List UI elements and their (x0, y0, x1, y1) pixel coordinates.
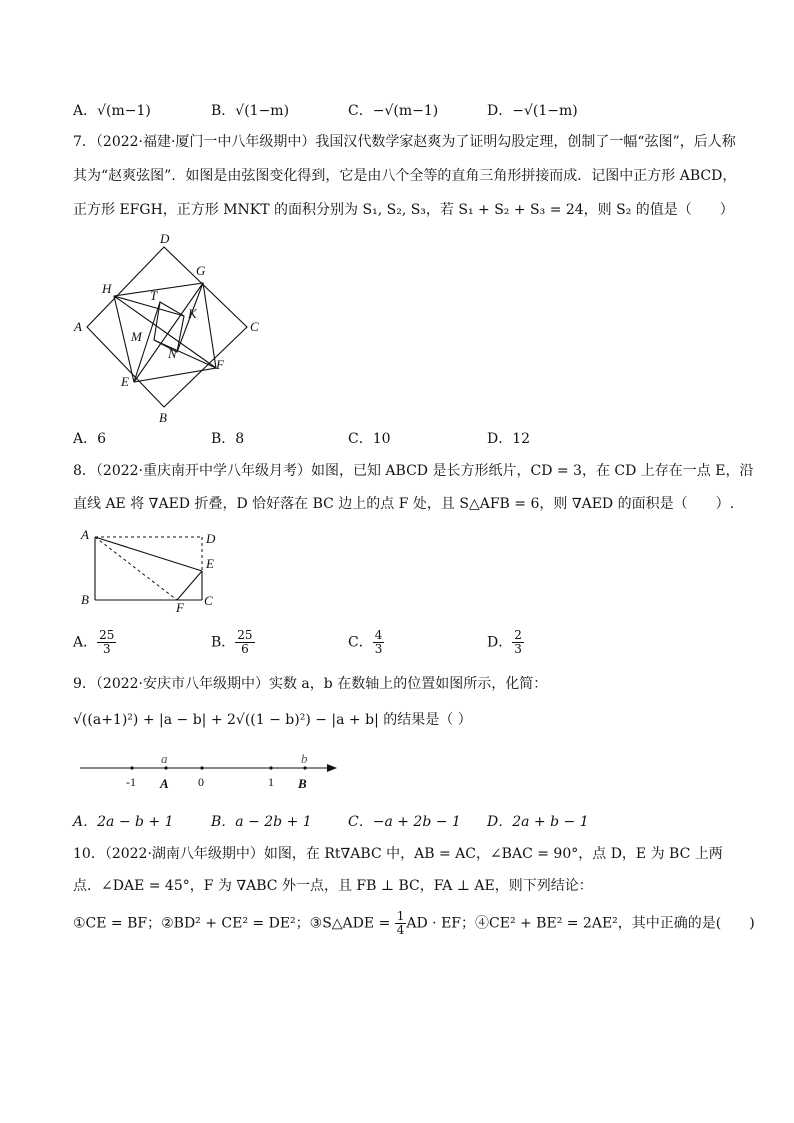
q7-text-line3: 正方形 EFGH，正方形 MNKT 的面积分别为 S₁, S₂, S₃，若 S₁ + S₂ + S₃ = 24，则 S₂ 的值是（ ） (73, 202, 734, 218)
q8-option-a-letter: A． (73, 634, 98, 651)
q8-label-f: F (176, 600, 184, 615)
q6-option-a: A．√(m−1) (73, 103, 151, 119)
q9-point-a: A (160, 776, 169, 791)
q8-text-line1: 8．（2022·重庆南开中学八年级月考）如图，已知 ABCD 是长方形纸片，CD = 3，在 CD 上存在一点 E，沿 (73, 463, 754, 479)
q10-text-line1: 10．（2022·湖南八年级期中）如图，在 Rt∇ABC 中，AB = AC，∠BAC = 90°，点 D，E 为 BC 上两 (73, 846, 723, 862)
q7-option-c: C．10 (348, 431, 391, 447)
q9-label-b-var: b (301, 751, 308, 766)
q8-option-c (348, 629, 384, 656)
q7-label-m: M (131, 329, 142, 344)
q9-tick-1: 1 (268, 775, 274, 789)
q10-frac-num: 1 (396, 909, 405, 923)
q8-option-b-num: 25 (237, 628, 253, 642)
q10-text-line3 (73, 910, 755, 937)
q8-label-d: D (206, 531, 216, 546)
q8-option-a (73, 629, 116, 656)
q7-option-d: D．12 (487, 431, 531, 447)
q8-option-d-den: 3 (514, 642, 522, 656)
q10-line3-part2: AD · EF；④CE² + BE² = 2AE²，其中正确的是( ) (406, 915, 755, 932)
q9-expression: √((a+1)²) + |a − b| + 2√((1 − b)²) − |a + b| 的结果是（ ） (73, 712, 472, 728)
q7-label-a: A (74, 319, 82, 334)
q8-option-c-fraction (373, 629, 385, 656)
q8-option-d (487, 629, 524, 656)
q6-option-d: D．−√(1−m) (487, 103, 578, 119)
q7-label-b: B (159, 410, 167, 425)
q8-option-b-den: 6 (241, 642, 249, 656)
q8-figure (75, 523, 235, 615)
q7-option-a: A．6 (73, 431, 107, 447)
q9-number-line (75, 748, 345, 794)
q10-line3-part1: ①CE = BF；②BD² + CE² = DE²；③S△ADE = (73, 915, 395, 932)
q9-text-line1: 9．（2022·安庆市八年级期中）实数 a，b 在数轴上的位置如图所示，化简： (73, 676, 548, 692)
q7-option-b: B．8 (211, 431, 245, 447)
q7-label-c: C (250, 319, 259, 334)
q8-option-d-num: 2 (514, 628, 522, 642)
q7-label-d: D (160, 231, 170, 246)
q9-option-d: D．2a + b − 1 (487, 814, 589, 830)
q8-option-c-num: 4 (374, 628, 383, 642)
q6-option-b: B．√(1−m) (211, 103, 290, 119)
q8-option-d-fraction (512, 629, 524, 656)
q9-tick-0: 0 (198, 775, 204, 789)
q7-label-n: N (168, 346, 177, 361)
q8-label-e: E (206, 556, 214, 571)
q9-option-a: A．2a − b + 1 (73, 814, 174, 830)
q10-frac-den: 4 (396, 923, 405, 937)
q10-fraction (395, 910, 407, 937)
q9-option-b: B．a − 2b + 1 (211, 814, 312, 830)
q9-point-b: B (298, 776, 307, 791)
q9-label-a-var: a (161, 751, 168, 766)
q7-label-e: E (121, 374, 129, 389)
q8-option-a-den: 3 (102, 642, 111, 656)
q8-option-d-letter: D． (487, 634, 513, 651)
q10-text-line2: 点．∠DAE = 45°，F 为 ∇ABC 外一点，且 FB ⊥ BC，FA ⊥ AE，则下列结论： (73, 878, 593, 894)
q9-tick-minus1: -1 (126, 775, 136, 789)
q8-option-c-letter: C． (348, 634, 373, 651)
q7-label-f: F (216, 357, 224, 372)
q7-label-g: G (196, 263, 206, 278)
q8-option-c-den: 3 (374, 642, 383, 656)
q8-label-a: A (81, 527, 89, 542)
q8-label-c: C (204, 593, 213, 608)
q8-option-b (211, 629, 255, 656)
q7-text-line2: 其为“赵爽弦图”．如图是由弦图变化得到，它是由八个全等的直角三角形拼接而成．记图中正方形 ABCD， (73, 168, 737, 184)
q8-option-a-fraction (97, 629, 116, 656)
q7-label-t: T (150, 288, 158, 303)
q7-text-line1: 7．（2022·福建·厦门一中八年级期中）我国汉代数学家赵爽为了证明勾股定理，创制了一幅“弦图”，后人称 (73, 134, 736, 150)
q8-option-a-num: 25 (99, 628, 115, 642)
q6-option-c: C．−√(m−1) (348, 103, 439, 119)
q8-text-line2: 直线 AE 将 ∇AED 折叠，D 恰好落在 BC 边上的点 F 处，且 S△AFB = 6，则 ∇AED 的面积是（ ）. (73, 496, 735, 512)
q7-figure (70, 230, 270, 425)
q8-option-b-letter: B． (211, 634, 236, 651)
q9-option-c: C．−a + 2b − 1 (348, 814, 461, 830)
q7-label-h: H (102, 281, 112, 296)
q8-label-b: B (81, 592, 89, 607)
q7-label-k: K (188, 306, 197, 321)
q8-option-b-fraction (235, 629, 254, 656)
